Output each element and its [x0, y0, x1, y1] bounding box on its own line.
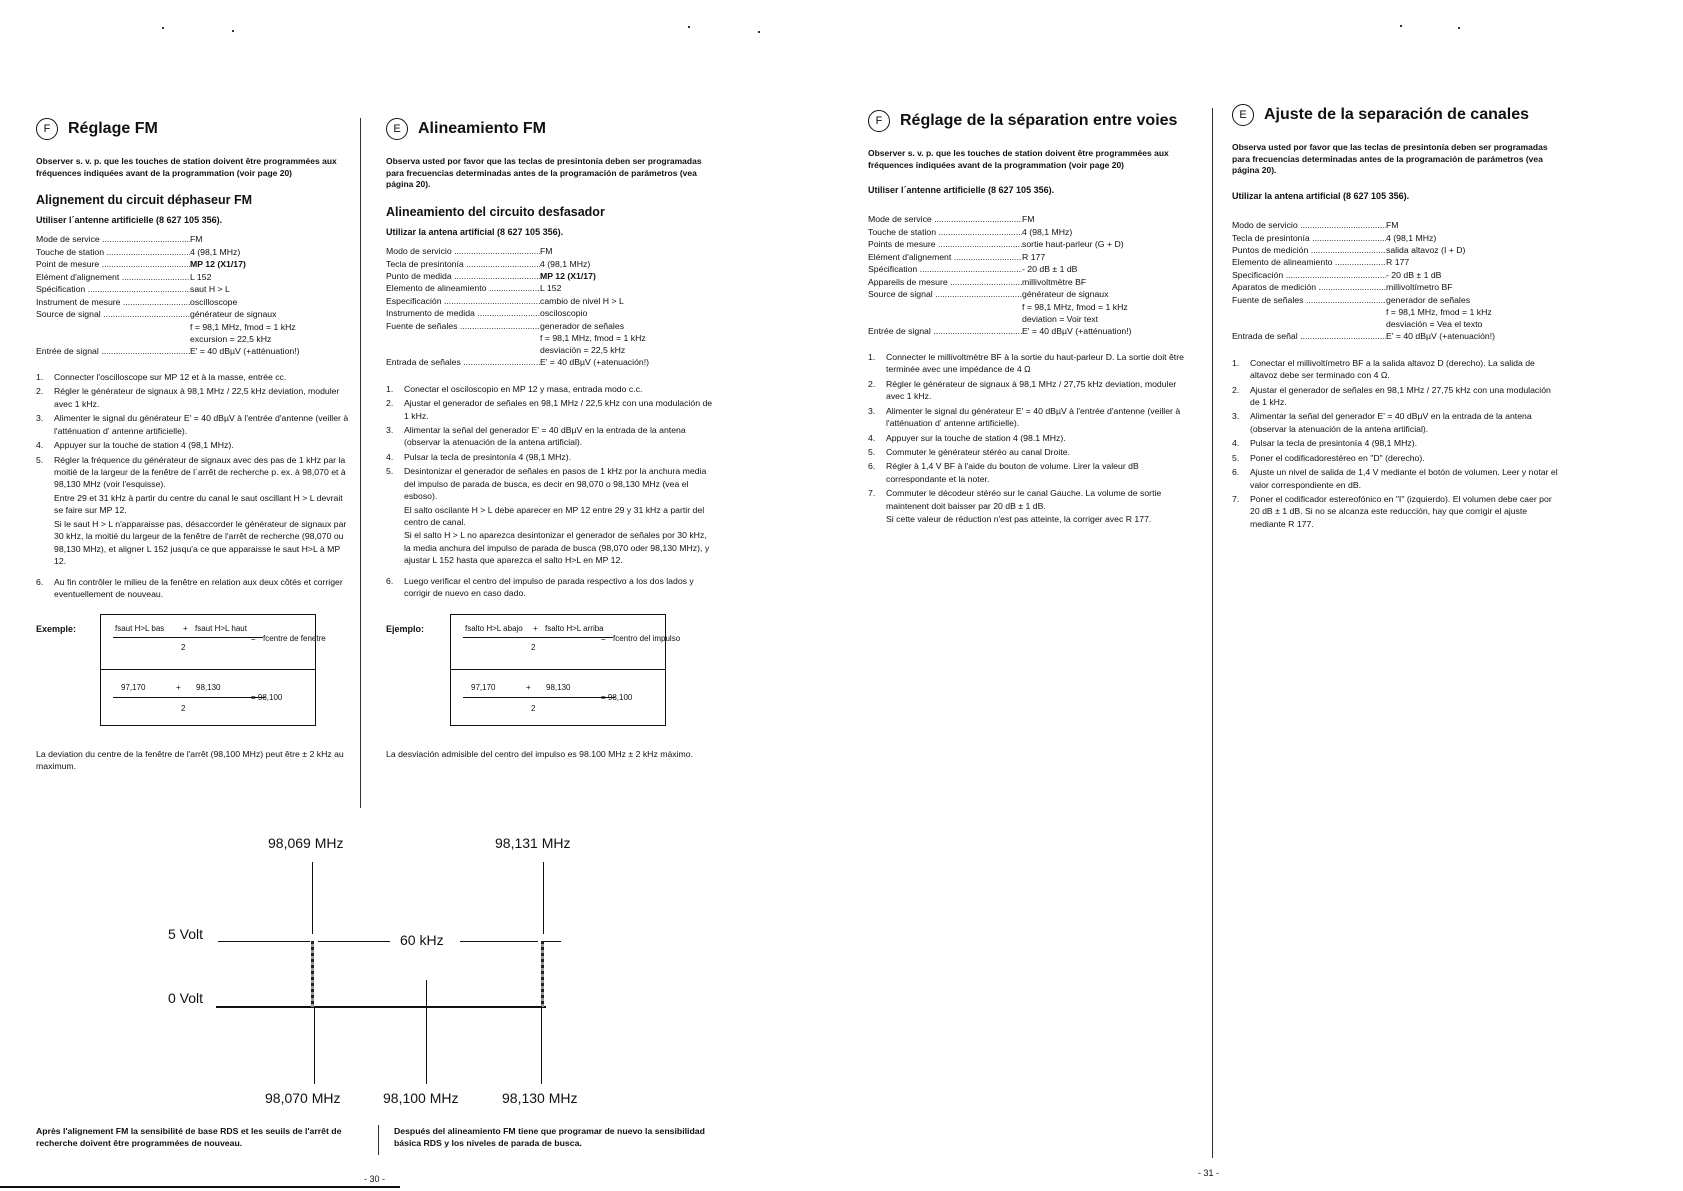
step-item: 7. Commuter le décodeur stéréo sur le canal Gauche. La volume de sortie maintenent doit baisser par 20 dB ± 1 dB. Si cette valeur de réduction n'est pas atteinte, la corriger avec R 177.	[868, 488, 1162, 525]
param-extra: desviación = Vea el texto	[1386, 319, 1483, 330]
scan-speck	[232, 30, 234, 32]
param-row: Fuente de señales ..... generador de señales	[1232, 294, 1562, 306]
scan-speck	[1400, 25, 1402, 27]
param-row: Fuente de señales ..... generador de señales	[386, 320, 714, 332]
param-row: Puntos de medición ..... salida altavoz (I + D)	[1232, 244, 1562, 256]
param-extra: f = 98,1 MHz, fmod = 1 kHz	[1022, 301, 1128, 312]
parameter-list	[868, 213, 1190, 337]
param-row: Point de mesure ..... MP 12 (X1/17)	[36, 258, 354, 270]
param-row: Instrument de mesure ..... oscilloscope	[36, 296, 354, 308]
column-divider	[1212, 108, 1213, 1158]
page-number-right: - 31 -	[1198, 1168, 1220, 1178]
lang-badge-fr: F	[36, 118, 58, 140]
param-row: Entrada de señal ..... E' = 40 dBµV (+atenuación!)	[1232, 330, 1562, 342]
step-item: 6. Ajuste un nivel de salida de 1,4 V mediante el botón de volumen. Leer y notar el valor correspondiente en dB.	[1232, 467, 1558, 490]
step-item: 3. Alimenter le signal du générateur E' = 40 dBµV à l'entrée d'antenne (veiller à l'atténuation d' antenne artificielle).	[36, 413, 349, 436]
page-number-left: - 30 -	[364, 1174, 386, 1184]
param-row: Entrada de señales ..... E' = 40 dBµV (+atenuación!)	[386, 356, 714, 368]
parameter-list	[386, 245, 714, 369]
scan-speck	[758, 31, 760, 33]
step-item: 4. Pulsar la tecla de presintonía 4 (98,1 MHz).	[386, 451, 572, 462]
param-row: Aparatos de medición ..... millivoltímetro BF	[1232, 281, 1562, 293]
param-row: Modo de servicio ..... FM	[1232, 219, 1562, 231]
diagram-label-bottom-right: 98,130 MHz	[502, 1090, 578, 1106]
diagram-label-top-left: 98,069 MHz	[268, 835, 344, 851]
example-block	[386, 614, 714, 726]
intro-text: Observer s. v. p. que les touches de station doivent être programmées aux fréquences indiquées avant de la programmation (voir page 20)	[868, 148, 1169, 170]
param-extra: f = 98,1 MHz, fmod = 1 kHz	[540, 333, 646, 344]
subheading: Alineamiento del circuito desfasador	[386, 205, 605, 220]
step-item: 5. Poner el codificadorestéreo en "D" (derecho).	[1232, 452, 1425, 463]
intro-text: Observa usted por favor que las teclas de presintonía deben ser programadas para frecuencias determinadas antes de la programación de parámetros (vea página 20).	[1232, 142, 1548, 176]
step-item: 3. Alimenter le signal du générateur E' = 40 dBµV à l'entrée d'antenne (veiller à l'atténuation d' antenne artificielle).	[868, 405, 1181, 429]
param-row: Mode de service ..... FM	[868, 213, 1190, 225]
step-item: 3. Alimentar la señal del generador E' = 40 dBµV en la entrada de la antena (observar la atenuación de la antena artificial).	[1232, 411, 1532, 434]
heading-text: Ajuste de la separación de canales	[1264, 106, 1530, 123]
param-row: Especificación ..... cambio de nivel H > L	[386, 295, 714, 307]
example-block	[36, 614, 354, 726]
steps-list	[36, 371, 354, 600]
param-extra: deviation = Voir text	[1022, 313, 1099, 324]
tolerance-note: La deviation du centre de la fenêtre de l'arrêt (98,100 MHz) peut être ± 2 kHz au maximum.	[36, 749, 344, 772]
step-item: 5. Régler la fréquence du générateur de signaux avec des pas de 1 kHz par la moitié de la largeur de la fenêtre de l´arrêt de recherche p. ex. à 98,070 et à 98,130 MHz (voir l'esquisse). Entre 29 et 31 kHz à partir du centre du canal le saut oscillant H > L devrait se faire sur MP 12. Si le saut H > L n'apparaisse pas, désaccorder le générateur de signaux par 30 kHz, la moitié du largeur de la fenêtre de l'arrêt de recherche (98,070 ou 98,130 MHz), et aligner L 152 jusqu'a ce que apparaisse le saut H>L à MP 12.	[36, 454, 347, 567]
right-es-column	[1232, 104, 1562, 532]
diagram-label-0v: 0 Volt	[168, 990, 204, 1006]
heading-text: Alineamiento FM	[418, 120, 547, 137]
lang-badge-fr: F	[868, 110, 890, 132]
param-extra: excursion = 22,5 kHz	[190, 333, 272, 344]
param-row: Mode de service ..... FM	[36, 233, 354, 245]
section-heading	[386, 118, 714, 140]
example-label: Exemple:	[36, 624, 77, 635]
edge-right	[541, 941, 544, 1007]
param-row: Touche de station ..... 4 (98,1 MHz)	[868, 226, 1190, 238]
example-label: Ejemplo:	[386, 623, 425, 634]
width-arrow-right	[460, 941, 538, 942]
param-row: Elément d'alignement ..... R 177	[868, 251, 1190, 263]
param-row: Spécification ..... - 20 dB ± 1 dB	[868, 263, 1190, 275]
antenna-note: Utilizar la antena artificial (8 627 105 356).	[1232, 191, 1410, 202]
diagram-label-top-right: 98,131 MHz	[495, 835, 571, 851]
diagram-label-bottom-left: 98,070 MHz	[265, 1090, 341, 1106]
step-item: 1. Connecter le millivoltmètre BF à la sortie du haut-parleur D. La sortie doit être terminée avec une impédance de 4 Ω	[868, 351, 1184, 375]
lang-badge-es: E	[386, 118, 408, 140]
param-row: Modo de servicio ..... FM	[386, 245, 714, 257]
lang-badge-es: E	[1232, 104, 1254, 126]
low-level-line	[216, 1006, 546, 1008]
subheading: Alignement du circuit déphaseur FM	[36, 193, 252, 208]
scan-speck	[1458, 27, 1460, 29]
param-row: Specificación ..... - 20 dB ± 1 dB	[1232, 269, 1562, 281]
diagram-label-width: 60 kHz	[400, 932, 444, 948]
right-fr-column	[868, 110, 1190, 528]
param-row: Spécification ..... saut H > L	[36, 283, 354, 295]
step-item: 4. Appuyer sur la touche de station 4 (98.1 MHz).	[868, 432, 1066, 443]
step-item: 6. Régler à 1,4 V BF à l'aide du bouton de volume. Lirer la valeur dB correspondante et la noter.	[868, 461, 1139, 484]
example-formula-box: fsalto H>L abajo + fsalto H>L arriba 2 = fcentro del impulso 97,170 + 98,130 2 = 98,100	[450, 614, 666, 726]
antenna-note: Utilizar la antena artificial (8 627 105 356).	[386, 227, 564, 238]
step-item: 6. Au fin contrôler le milieu de la fenêtre en relation aux deux côtés et corriger eventuellement de nouveau.	[36, 576, 343, 599]
param-row: Punto de medida ..... MP 12 (X1/17)	[386, 270, 714, 282]
param-extra: desviación = 22,5 kHz	[540, 345, 626, 356]
step-item: 7. Poner el codificador estereofónico en "I" (izquierdo). El volumen debe caer por 20 dB ± 1 dB. Si no se alcanza este reducción, hay que corrigir el ajuste mediante R 177.	[1232, 494, 1552, 529]
bottom-note-es: Después del alineamiento FM tiene que programar de nuevo la sensibilidad básica RDS y los niveles de parada de busca.	[394, 1126, 705, 1148]
param-row: Elemento de alineamiento ..... L 152	[386, 282, 714, 294]
example-formula-box: fsaut H>L bas + fsaut H>L haut 2 = fcentre de fenetre 97,170 + 98,130 2 = 98,100	[100, 614, 316, 726]
step-item: 1. Conectar el millivoltímetro BF a la salida altavoz D (derecho). La salida de altavoz debe ser terminado con 4 Ω.	[1232, 357, 1535, 381]
antenna-note: Utiliser l´antenne artificielle (8 627 105 356).	[868, 185, 1055, 196]
ref-line-top-right	[543, 862, 544, 934]
ref-line-bottom-mid	[426, 980, 427, 1084]
step-item: 1. Connecter l'oscilloscope sur MP 12 et à la masse, entrée cc.	[36, 371, 287, 382]
step-item: 2. Régler le générateur de signaux à 98,1 MHz / 22,5 kHz deviation, moduler avec 1 kHz.	[36, 386, 340, 409]
step-item: 3. Alimentar la señal del generador E' = 40 dBµV en la entrada de la antena (observar la atenuación de la antena artificial).	[386, 424, 686, 448]
param-row: Tecla de presintonía ..... 4 (98,1 MHz)	[1232, 232, 1562, 244]
step-item: 6. Luego verificar el centro del impulso de parada respectivo a los dos lados y corrigir de nuevo en caso dado.	[386, 575, 694, 599]
param-extra: f = 98,1 MHz, fmod = 1 kHz	[1386, 307, 1492, 318]
high-level-line-right	[543, 941, 561, 942]
step-item: 5. Desintonizar el generador de señales en pasos de 1 kHz por la anchura media del impulso de parada de busca, es decir en 98,070 o 98,130 MHz (vea el esboso). El salto oscilante H > L debe aparecer en MP 12 entre 29 y 31 kHz a partir del centro de canal. Si el salto H > L no aparezca desintonizar el generador de señales por 30 kHz, la media anchura del impulso de parada de busca (98,070 oder 98,130 MHz), y ajustar L 152 hasta que aparezca el salto H>L en MP 12.	[386, 466, 710, 566]
heading-text: Réglage de la séparation entre voies	[900, 112, 1178, 129]
left-fr-column	[36, 118, 354, 772]
steps-list	[1232, 357, 1562, 531]
param-row: Instrumento de medida ..... osciloscopio	[386, 307, 714, 319]
param-row: Elément d'alignement ..... L 152	[36, 271, 354, 283]
page-bottom-rule	[0, 1186, 400, 1188]
diagram-label-5v: 5 Volt	[168, 926, 204, 942]
intro-text: Observer s. v. p. que les touches de station doivent être programmées aux fréquences indiquées avant de la programmation (voir page 20)	[36, 156, 337, 178]
column-divider-bottom	[378, 1125, 379, 1155]
param-row: Elemento de alineamiento ..... R 177	[1232, 256, 1562, 268]
param-extra: f = 98,1 MHz, fmod = 1 kHz	[190, 321, 296, 332]
intro-text: Observa usted por favor que las teclas de presintonía deben ser programadas para frecuencias determinadas antes de la programación de parámetros (vea página 20).	[386, 156, 702, 190]
param-row: Points de mesure ..... sortie haut-parleur (G + D)	[868, 238, 1190, 250]
bottom-note-fr: Après l'alignement FM la sensibilité de base RDS et les seuils de l'arrêt de recherche doivent être programmées de nouveau.	[36, 1126, 342, 1148]
param-row: Tecla de presintonía ..... 4 (98,1 MHz)	[386, 258, 714, 270]
step-item: 2. Régler le générateur de signaux à 98,1 MHz / 27,75 kHz deviation, moduler avec 1 kHz.	[868, 378, 1177, 402]
step-item: 2. Ajustar el generador de señales en 98,1 MHz / 22,5 kHz con una modulación de 1 kHz.	[386, 398, 713, 421]
step-item: 5. Commuter le générateur stéréo au canal Droite.	[868, 447, 1070, 457]
edge-left	[311, 941, 314, 1007]
step-item: 2. Ajustar el generador de señales en 98,1 MHz / 27,75 kHz con una modulación de 1 kHz.	[1232, 384, 1551, 407]
steps-list	[868, 351, 1190, 526]
steps-list	[386, 383, 714, 600]
section-heading	[1232, 104, 1562, 126]
scan-speck	[688, 26, 690, 28]
param-row: Touche de station ..... 4 (98,1 MHz)	[36, 246, 354, 258]
step-item: 1. Conectar el osciloscopio en MP 12 y masa, entrada modo c.c.	[386, 383, 643, 394]
step-item: 4. Appuyer sur la touche de station 4 (98,1 MHz).	[36, 440, 234, 451]
antenna-note: Utiliser l´antenne artificielle (8 627 105 356).	[36, 215, 223, 226]
scan-speck	[162, 27, 164, 29]
heading-text: Réglage FM	[68, 120, 158, 137]
diagram-label-bottom-mid: 98,100 MHz	[383, 1090, 459, 1106]
left-es-column	[386, 118, 714, 760]
step-item: 4. Pulsar la tecla de presintonía 4 (98,1 MHz).	[1232, 438, 1418, 449]
param-row: Source de signal ..... générateur de signaux	[868, 288, 1190, 300]
param-row: Appareils de mesure ..... millivoltmètre BF	[868, 276, 1190, 288]
ref-line-bottom-left	[314, 1006, 315, 1084]
param-row: Entrée de signal ..... E' = 40 dBµV (+atténuation!)	[36, 345, 354, 357]
width-arrow-left	[318, 941, 390, 942]
section-heading	[868, 110, 1190, 132]
param-row: Source de signal ..... générateur de signaux	[36, 308, 354, 320]
param-row: Entrée de signal ..... E' = 40 dBµV (+atténuation!)	[868, 325, 1190, 337]
column-divider	[360, 118, 361, 808]
ref-line-top-left	[312, 862, 313, 934]
tolerance-note: La desviación admisible del centro del impulso es 98.100 MHz ± 2 kHz máximo.	[386, 748, 694, 759]
ref-line-bottom-right	[541, 1006, 542, 1084]
parameter-list	[36, 233, 354, 357]
high-level-line-left	[218, 941, 310, 942]
section-heading	[36, 118, 354, 140]
parameter-list	[1232, 219, 1562, 343]
